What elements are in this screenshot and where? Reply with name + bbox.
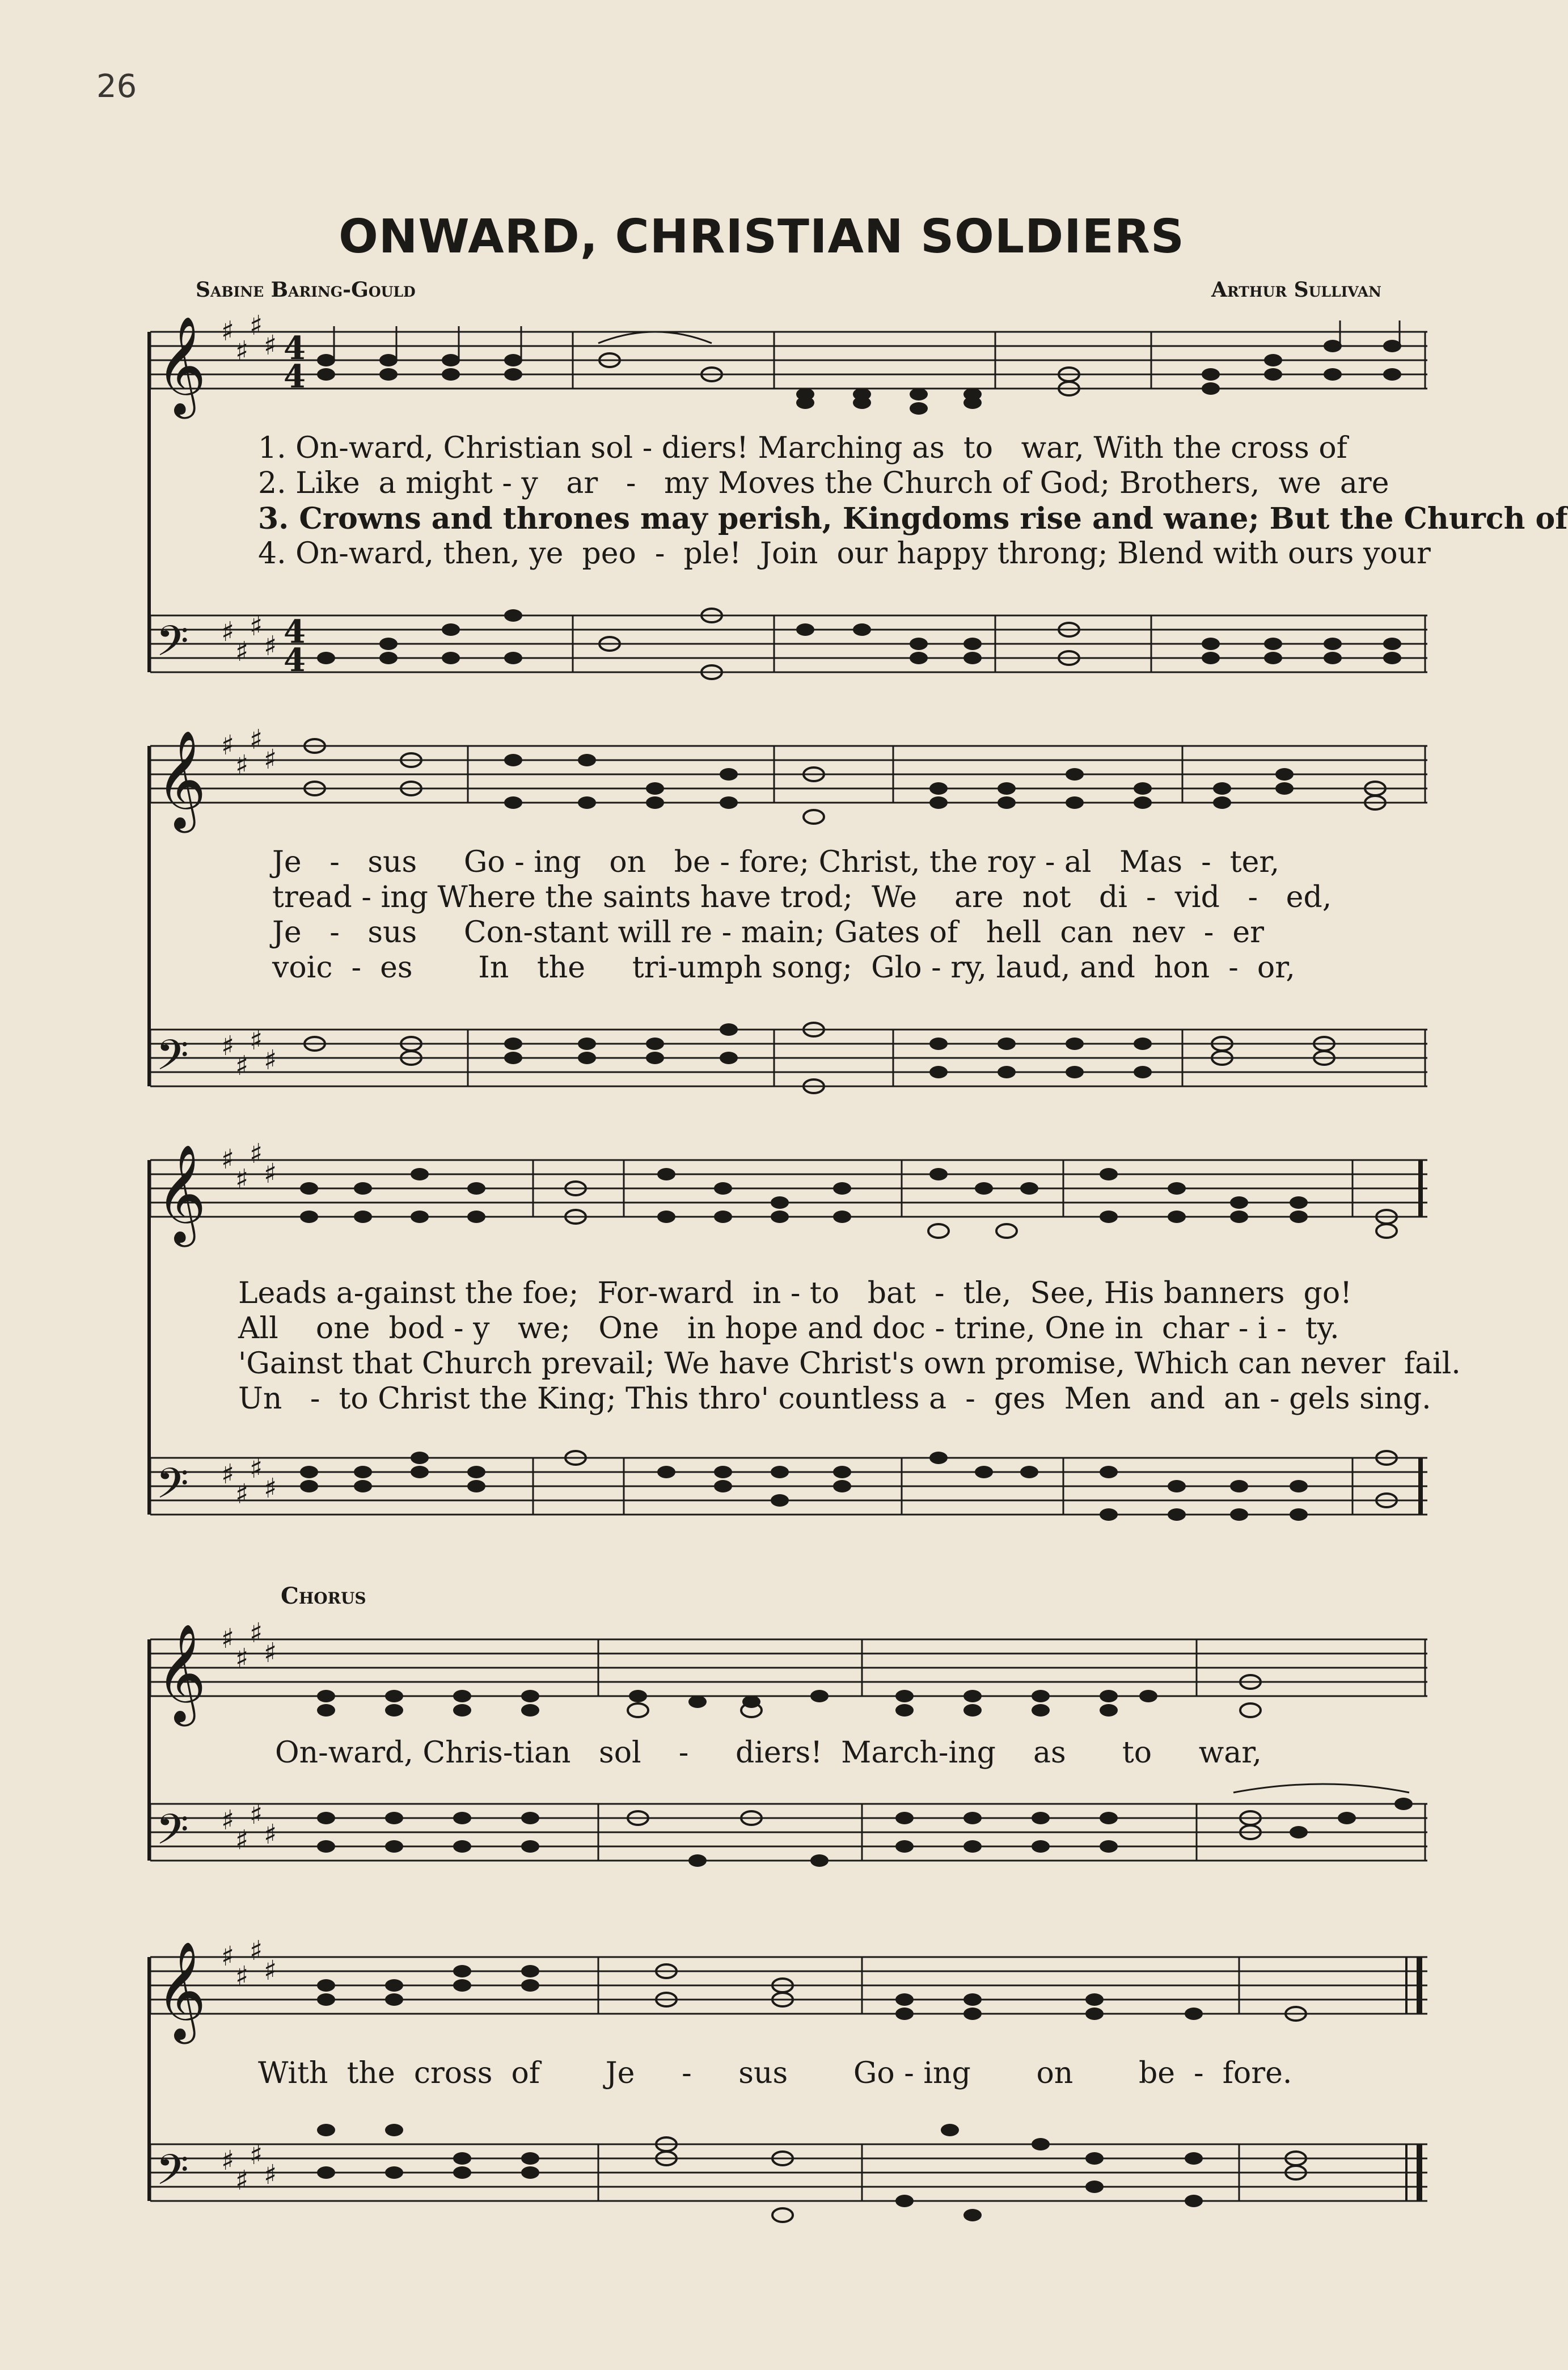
- verse-line-3: 3. Crowns and thrones may perish, Kingdoms rise and wane; But the Church of: [258, 501, 1568, 536]
- svg-text:♯: ♯: [264, 630, 277, 662]
- svg-text:♯: ♯: [250, 1138, 263, 1170]
- svg-text:𝄢: 𝄢: [156, 617, 189, 676]
- svg-text:𝄢: 𝄢: [156, 1805, 189, 1865]
- music-system-5: [145, 1923, 1427, 2241]
- svg-text:♯: ♯: [221, 1623, 235, 1655]
- svg-text:♯: ♯: [250, 1935, 263, 1967]
- svg-text:♯: ♯: [221, 1458, 235, 1490]
- bass-staff: [145, 593, 1427, 701]
- treble-staff: [145, 1138, 1427, 1245]
- svg-text:𝄢: 𝄢: [156, 1031, 189, 1090]
- verse-line-4: 4. On-ward, then, ye peo - ple! Join our happy throng; Blend with ours your: [258, 537, 1431, 571]
- system-brace: [145, 720, 156, 1117]
- system-brace: [145, 1923, 156, 2241]
- svg-text:♯: ♯: [264, 1044, 277, 1076]
- lyricist-credit: Sabine Baring-Gould: [196, 278, 416, 302]
- bass-staff: [145, 1007, 1427, 1115]
- svg-text:♯: ♯: [264, 1473, 277, 1504]
- bass-staff: [145, 2110, 1427, 2235]
- svg-text:♯: ♯: [221, 1030, 235, 1062]
- svg-text:♯: ♯: [250, 1617, 263, 1649]
- verse-line-1: Leads a-gainst the foe; For-ward in - to bat - tle, See, His banners go!: [238, 1276, 1353, 1310]
- page-number: 26: [96, 68, 137, 105]
- svg-text:♯: ♯: [235, 2165, 249, 2196]
- svg-text:♯: ♯: [264, 330, 277, 361]
- svg-text:♯: ♯: [264, 1955, 277, 1987]
- chorus-line-2: With the cross of Je - sus Go - ing on be - fore.: [258, 2056, 1292, 2090]
- system-brace: [145, 1135, 156, 1549]
- svg-text:4: 4: [284, 613, 306, 651]
- svg-text:♯: ♯: [264, 1158, 277, 1190]
- verse-line-3: Je - sus Con-stant will re - main; Gates of hell can nev - er: [272, 916, 1264, 950]
- svg-text:♯: ♯: [250, 724, 263, 756]
- music-system-4: [145, 1605, 1427, 1900]
- svg-text:♯: ♯: [221, 1804, 235, 1836]
- svg-text:♯: ♯: [221, 2145, 235, 2177]
- verse-line-3: 'Gainst that Church prevail; We have Christ's own promise, Which can never fail.: [238, 1347, 1461, 1381]
- svg-text:𝄞: 𝄞: [156, 1144, 206, 1243]
- verse-line-2: All one bod - y we; One in hope and doc - trine, One in char - i - ty.: [238, 1311, 1339, 1346]
- svg-text:𝄢: 𝄢: [156, 2145, 189, 2205]
- verse-line-2: 2. Like a might - y ar - my Moves the Church of God; Brothers, we are: [258, 466, 1389, 500]
- treble-staff: [145, 724, 1427, 831]
- verse-line-1: Je - sus Go - ing on be - fore; Christ, the roy - al Mas - ter,: [272, 845, 1280, 879]
- verse-line-4: voic - es In the tri-umph song; Glo - ry, laud, and hon - or,: [272, 951, 1295, 985]
- verse-line-2: tread - ing Where the saints have trod; We are not di - vid - ed,: [272, 880, 1332, 914]
- svg-text:♯: ♯: [235, 1960, 249, 1992]
- svg-text:♯: ♯: [250, 310, 263, 341]
- chorus-line-1: On-ward, Chris-tian sol - diers! March-ing as to war,: [275, 1736, 1262, 1770]
- svg-text:♯: ♯: [221, 729, 235, 761]
- svg-text:♯: ♯: [264, 2159, 277, 2191]
- svg-text:♯: ♯: [221, 315, 235, 347]
- music-system-3: [145, 1135, 1461, 1549]
- treble-staff: [145, 1617, 1427, 1724]
- svg-text:♯: ♯: [250, 1453, 263, 1485]
- svg-text:♯: ♯: [250, 610, 263, 642]
- svg-text:♯: ♯: [235, 749, 249, 781]
- svg-text:♯: ♯: [235, 636, 249, 668]
- svg-text:♯: ♯: [264, 1637, 277, 1669]
- svg-text:𝄞: 𝄞: [156, 1941, 206, 2040]
- system-brace: [145, 306, 156, 703]
- svg-text:♯: ♯: [235, 1478, 249, 1510]
- treble-staff: [145, 1934, 1427, 2042]
- svg-text:♯: ♯: [235, 1643, 249, 1675]
- music-system-1: [145, 306, 1568, 703]
- composer-credit: Arthur Sullivan: [1211, 278, 1381, 302]
- svg-text:♯: ♯: [221, 1144, 235, 1175]
- svg-text:𝄞: 𝄞: [156, 730, 206, 829]
- svg-text:4: 4: [284, 642, 306, 679]
- svg-text:♯: ♯: [250, 1024, 263, 1056]
- chorus-label: Chorus: [281, 1583, 366, 1609]
- svg-text:♯: ♯: [235, 1163, 249, 1195]
- svg-text:♯: ♯: [221, 1941, 235, 1972]
- svg-text:♯: ♯: [250, 2139, 263, 2171]
- svg-text:♯: ♯: [264, 744, 277, 775]
- verse-line-1: 1. On-ward, Christian sol - diers! Marching as to war, With the cross of: [258, 431, 1347, 465]
- verse-line-4: Un - to Christ the King; This thro' countless a - ges Men and an - gels sing.: [238, 1382, 1431, 1416]
- svg-text:♯: ♯: [235, 1050, 249, 1082]
- bass-staff: [145, 1781, 1427, 1895]
- svg-text:♯: ♯: [235, 1824, 249, 1856]
- hymn-title: ONWARD, CHRISTIAN SOLDIERS: [339, 210, 1185, 264]
- bass-staff: [145, 1435, 1427, 1543]
- music-system-2: [145, 720, 1427, 1117]
- svg-text:♯: ♯: [264, 1819, 277, 1850]
- svg-text:♯: ♯: [250, 1799, 263, 1831]
- svg-text:♯: ♯: [235, 335, 249, 367]
- svg-text:4: 4: [284, 330, 306, 367]
- svg-text:𝄢: 𝄢: [156, 1459, 189, 1519]
- system-brace: [145, 1605, 156, 1900]
- svg-text:♯: ♯: [221, 616, 235, 648]
- svg-text:4: 4: [284, 358, 306, 395]
- svg-text:𝄞: 𝄞: [156, 1623, 206, 1722]
- svg-text:𝄞: 𝄞: [156, 316, 206, 415]
- treble-staff: [145, 310, 1427, 417]
